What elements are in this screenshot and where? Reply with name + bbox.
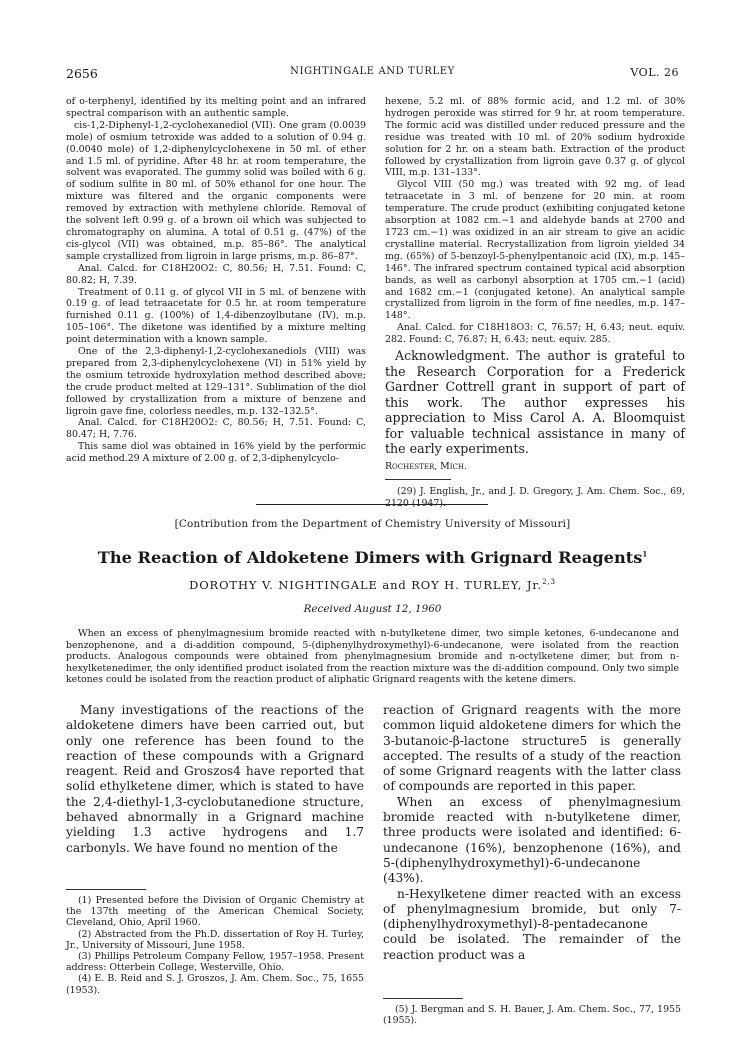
- footnote-4: (4) E. B. Reid and S. J. Groszos, J. Am. Chem. Soc., 75, 1655 (1953).: [66, 973, 364, 996]
- paragraph: Treatment of 0.11 g. of glycol VII in 5 ml. of benzene with 0.19 g. of lead tetraacetate for 0.5 hr. at room temperature furnished 0.11 g. (100%) of 1,4-dibenzoylbutane (IV), m.p. 105–106°. The diketone was identified by a mixture melting point determination with a known sample.: [66, 286, 366, 346]
- author-names: DOROTHY V. NIGHTINGALE and ROY H. TURLEY, Jr.: [189, 578, 543, 592]
- acknowledgment: Acknowledgment. The author is grateful to the Research Corporation for a Frederick Gardner Cottrell grant in support of part of this work. The author expresses his appreciation to Miss Carol A. A. Bloomquist for valuable technical assistance in many of the early experiments.: [385, 348, 685, 457]
- body-paragraph: Many investigations of the reactions of the aldoketene dimers have been carried out, but only one reference has been found to the reaction of these compounds with a Grignard reagent. Reid and Groszos4 have reported that solid ethylketene dimer, which is stated to have the 2,4-diethyl-1,3-cyclobutanedione structure, behaved abnormally in a Grignard machine yielding 1.3 active hydrogens and 1.7 carbonyls. We have found no mention of the: [66, 703, 364, 855]
- article-title-text: The Reaction of Aldoketene Dimers with Grignard Reagents: [97, 548, 643, 567]
- running-head: [66, 66, 679, 80]
- paragraph: One of the 2,3-diphenyl-1,2-cyclohexanediols (VIII) was prepared from 2,3-diphenylcyclohexene (VI) in 51% yield by the osmium tetroxide hydroxylation method described above; the crude product melted at 129–131°. Sublimation of the diol followed by crystallization from a mixture of benzene and ligroin gave fine, colorless needles, m.p. 132–132.5°.: [66, 346, 366, 417]
- paragraph: hexene, 5.2 ml. of 88% formic acid, and 1.2 ml. of 30% hydrogen peroxide was stirred for 9 hr. at room temperature. The formic acid was distilled under reduced pressure and the residue was treated with 10 ml. of 20% sodium hydroxide solution for 2 hr. on a steam bath. Extraction of the product followed by crystallization from ligroin gave 0.37 g. of glycol VIII, m.p. 131–133°.: [385, 96, 685, 179]
- footnote-divider: [66, 889, 146, 890]
- body-left-column: [66, 703, 364, 856]
- footnote-5: (5) J. Bergman and S. H. Bauer, J. Am. Chem. Soc., 77, 1955 (1955).: [383, 1004, 681, 1027]
- volume-label: VOL. 26: [630, 66, 679, 79]
- paragraph: This same diol was obtained in 16% yield by the performic acid method.29 A mixture of 2.00 g. of 2,3-diphenylcyclo-: [66, 441, 366, 465]
- footnote-3: (3) Phillips Petroleum Company Fellow, 1957–1958. Present address: Otterbein College, Westerville, Ohio.: [66, 951, 364, 974]
- reference-divider: [385, 479, 451, 480]
- author-line: [66, 578, 679, 592]
- footnotes-right: [383, 990, 681, 1026]
- article-divider: [256, 504, 488, 505]
- analysis-line: Anal. Calcd. for C18H18O3: C, 76.57; H, 6.43; neut. equiv. 282. Found: C, 76.87; H, 6.43; neut. equiv. 285.: [385, 322, 685, 346]
- reference-29: (29) J. English, Jr., and J. D. Gregory, J. Am. Chem. Soc., 69,: [397, 486, 685, 498]
- received-date: Received August 12, 1960: [303, 603, 442, 615]
- article-title: [66, 548, 679, 567]
- footnote-1: (1) Presented before the Division of Organic Chemistry at the 137th meeting of the American Chemical Society, Cleveland, Ohio, April 1960.: [66, 895, 364, 929]
- footnotes-left: [66, 881, 364, 996]
- analysis-line: Anal. Calcd. for C18H20O2: C, 80.56; H, 7.51. Found: C, 80.82; H, 7.39.: [66, 262, 366, 286]
- paragraph: of o-terphenyl, identified by its melting point and an infrared spectral comparison with an authentic sample.: [66, 96, 366, 119]
- footnote-2: (2) Abstracted from the Ph.D. dissertation of Roy H. Turley, Jr., University of Missouri, June 1958.: [66, 928, 364, 951]
- body-paragraph: n-Hexylketene dimer reacted with an excess of phenylmagnesium bromide, but only 7-(diphenylhydroxymethyl)-8-pentadecanone could be isolated. The remainder of the reaction product was a: [383, 886, 681, 962]
- author-footnote-markers: 2,3: [542, 578, 556, 587]
- body-paragraph: reaction of Grignard reagents with the more common liquid aldoketene dimers for which the 3-butanoic-β-lactone structure5 is generally accepted. The results of a study of the reaction of some Grignard reagents with the latter class of compounds are reported in this paper.: [383, 703, 681, 794]
- body-right-column: [383, 703, 681, 963]
- analysis-line: Anal. Calcd. for C18H20O2: C, 80.56; H, 7.51. Found: C, 80.47; H, 7.76.: [66, 417, 366, 441]
- contribution-line: [Contribution from the Department of Chemistry University of Missouri]: [174, 518, 571, 530]
- page-number: 2656: [66, 66, 98, 81]
- author-location: Rochester, Mich.: [385, 460, 467, 472]
- paragraph: cis-1,2-Diphenyl-1,2-cyclohexanediol (VII). One gram (0.0039 mole) of osmium tetroxide was added to a solution of 0.94 g. (0.0040 mole) of 1,2-diphenylcyclohexene in 50 ml. of ether and 1.5 ml. of pyridine. After 48 hr. at room temperature, the solvent was evaporated. The gummy solid was boiled with 6 g. of sodium sulfite in 80 ml. of 50% ethanol for one hour. The mixture was filtered and the organic components were removed by extraction with methylene chloride. Removal of the solvent left 0.99 g. of a brown oil which was subjected to chromatography on alumina. A total of 0.51 g. (47%) of the cis-glycol (VII) was obtained, m.p. 85–86°. The analytical sample crystallized from ligroin in large prisms, m.p. 86–87°.: [66, 119, 366, 262]
- experimental-left-column: [66, 96, 366, 465]
- abstract-text: When an excess of phenylmagnesium bromide reacted with n-butylketene dimer, two simple ketones, 6-undecanone and benzophenone, and a di-addition compound, 5-(diphenylhydroxymethyl)-6-undecanone, were isolated from the reaction products. Analogous compounds were obtained from phenylmagnesium bromide and n-octylketene dimer, but from n-hexylketenedimer, the only identified product isolated from the reaction mixture was the di-addition compound. Only two simple ketones could be isolated from the reaction product of aliphatic Grignard reagents with the ketene dimers.: [66, 628, 679, 686]
- paragraph: Glycol VIII (50 mg.) was treated with 92 mg. of lead tetraacetate in 3 ml. of benzene for 20 min. at room temperature. The crude product (exhibiting conjugated ketone absorption at 1082 cm.−1 and aldehyde bands at 2700 and 1723 cm.−1) was oxidized in an air stream to give an acidic crystalline material. Recrystallization from ligroin yielded 34 mg. (65%) of 5-benzoyl-5-phenylpentanoic acid (IX), m.p. 145–146°. The infrared spectrum contained typical acid absorption bands, as well as carbonyl absorption at 1705 cm.−1 (acid) and 1682 cm.−1 (conjugated ketone). An analytical sample crystallized from ligroin in the form of fine needles, m.p. 147–148°.: [385, 179, 685, 322]
- experimental-right-column: [385, 96, 685, 509]
- footnote-divider: [383, 998, 463, 999]
- title-footnote-marker: 1: [642, 549, 648, 559]
- abstract: [66, 628, 679, 686]
- running-title: NIGHTINGALE AND TURLEY: [290, 66, 455, 77]
- body-paragraph: When an excess of phenylmagnesium bromide reacted with n-butylketene dimer, three products were isolated and identified: 6-undecanone (16%), benzophenone (16%), and 5-(diphenylhydroxymethyl)-6-undecanone (43%).: [383, 794, 681, 886]
